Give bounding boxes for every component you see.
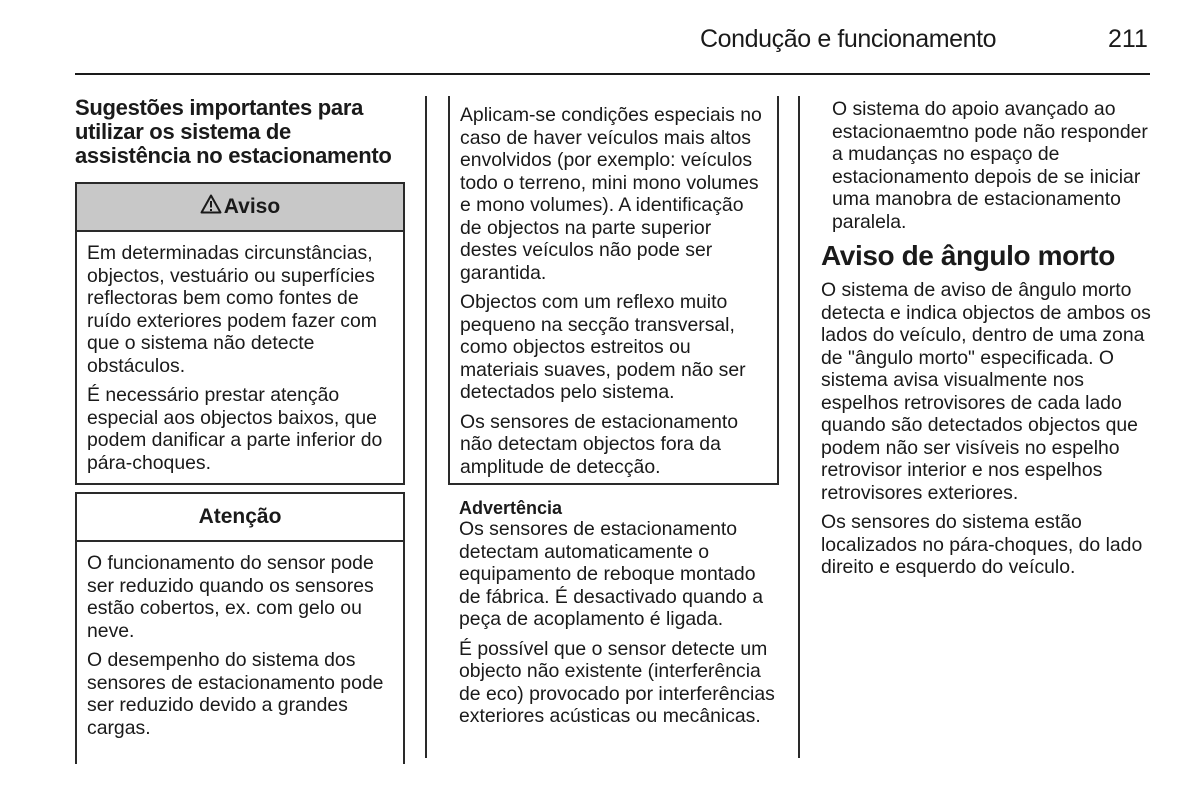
continued-warning-paragraph: Objectos com um reflexo muito pequeno na secção transversal, como objectos estreitos ou materiais suaves, podem não ser detectados pelo sistema. (460, 291, 746, 403)
column-divider (425, 96, 427, 758)
continued-warning-body (450, 96, 777, 478)
warning-box (75, 182, 405, 485)
col3-intro (832, 98, 1150, 240)
warning-box-header (77, 184, 403, 232)
section-heading-blind-spot: Aviso de ângulo morto (821, 240, 1115, 271)
note-heading: Advertência (459, 498, 563, 518)
page-number: 211 (1108, 25, 1148, 53)
page-header-title: Condução e funcionamento (700, 25, 997, 53)
attention-box-body (77, 542, 403, 739)
note-section (459, 498, 779, 735)
attention-box (75, 492, 405, 764)
continued-warning-paragraph: Os sensores de estacionamento não detectam objectos fora da amplitude de detecção. (460, 410, 739, 478)
continued-warning-paragraph: Aplicam-se condições especiais no caso de haver veículos mais altos envolvidos (por exemplo: veículos todo o terreno, mini mono volumes e mono volumes). A identificação de objectos na parte superior destes veículos não pode ser garantida. (460, 104, 762, 284)
advanced-parking-note: O sistema do apoio avançado ao estacionaemtno pode não responder a mudanças no espaço de estacionamento depois de se iniciar uma manobra de estacionamento paralela. (832, 98, 1148, 233)
attention-box-title: Atenção (198, 505, 282, 528)
attention-paragraph: O funcionamento do sensor pode ser reduzido quando os sensores estão cobertos, ex. com gelo ou neve. (87, 552, 374, 642)
blind-spot-section (821, 236, 1153, 586)
header-rule (75, 73, 1150, 75)
blind-spot-paragraph: Os sensores do sistema estão localizados no pára-choques, do lado direito e esquerdo do veículo. (821, 511, 1143, 578)
warning-box-title: Aviso (223, 195, 281, 218)
note-paragraph: É possível que o sensor detecte um objecto não existente (interferência de eco) provocado por interferências exteriores acústicas ou mecânicas. (459, 637, 775, 727)
attention-paragraph: O desempenho do sistema dos sensores de estacionamento pode ser reduzido devido a grandes cargas. (87, 649, 384, 739)
section-heading-parking-tips: Sugestões importantes para utilizar os sistema de assistência no estacionamento (75, 95, 392, 168)
blind-spot-paragraph: O sistema de aviso de ângulo morto detecta e indica objectos de ambos os lados do veículo, dentro de uma zona de "ângulo morto" especificada. O sistema avisa visualmente nos espelhos retrovisores de cada lado quando são detectados objectos que podem não ser visíveis no espelho retrovisor interior e nos espelhos retrovisores exteriores. (821, 279, 1151, 504)
continued-warning-box (448, 96, 779, 485)
warning-paragraph: Em determinadas circunstâncias, objectos, vestuário ou superfícies reflectoras bem como fontes de ruído exteriores podem fazer com que o sistema não detecte obstáculos. (87, 242, 377, 377)
warning-box-body (77, 232, 403, 474)
attention-box-header (77, 494, 403, 542)
column-divider (798, 96, 800, 758)
warning-triangle-icon (200, 194, 222, 220)
note-paragraph: Os sensores de estacionamento detectam automaticamente o equipamento de reboque montado de fábrica. É desactivado quando a peça de acoplamento é ligada. (459, 518, 764, 630)
warning-paragraph: É necessário prestar atenção especial aos objectos baixos, que podem danificar a parte inferior do pára-choques. (87, 384, 383, 474)
